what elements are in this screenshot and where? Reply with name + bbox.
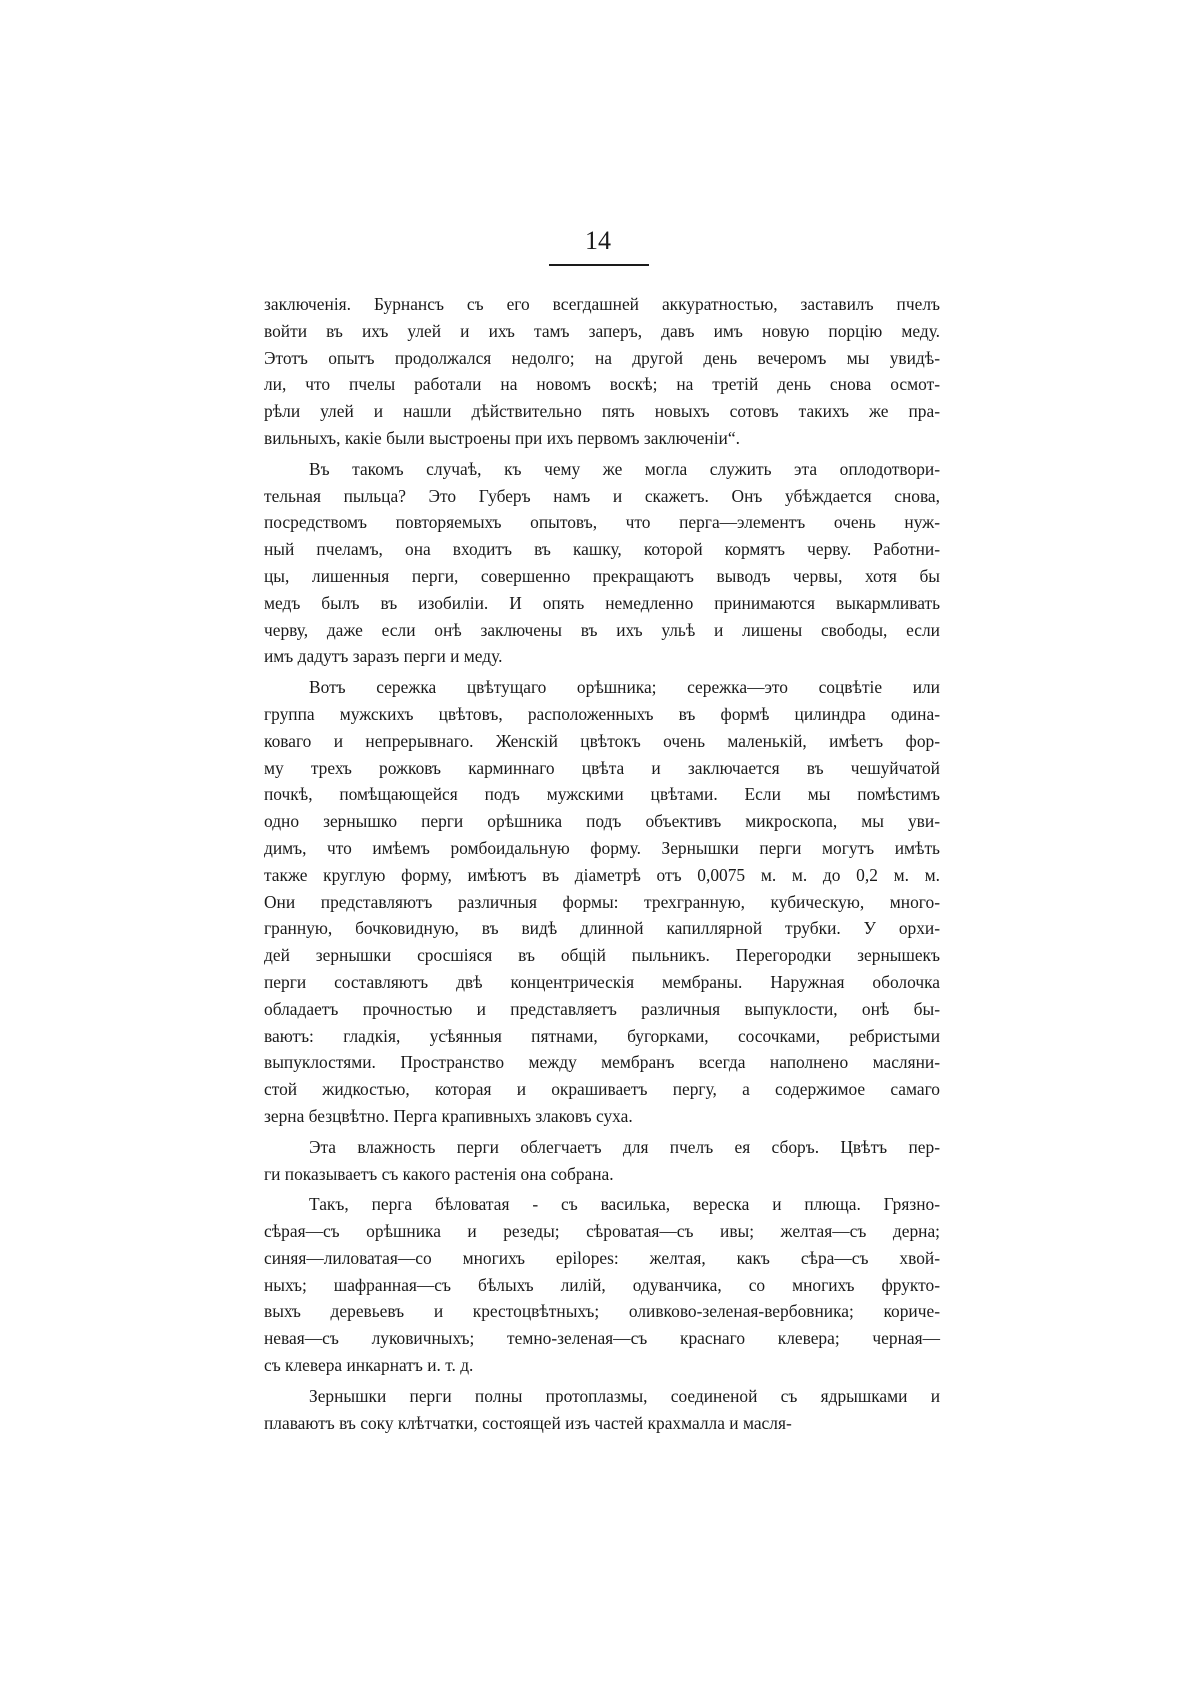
text-line: медъ былъ въ изобиліи. И опять немедленно принимаются выкармливать <box>264 592 940 613</box>
text-line: невая—съ луковичныхъ; темно-зеленая—съ краснаго клевера; черная— <box>264 1328 940 1349</box>
text-line: тельная пыльца? Это Губеръ намъ и скажетъ. Онъ убѣждается снова, <box>264 485 940 506</box>
text-line: синяя—лиловатая—со многихъ epilopes: желтая, какъ сѣра—съ хвой- <box>264 1247 940 1268</box>
text-line: обладаетъ прочностью и представляетъ различныя выпуклости, онѣ бы- <box>264 998 940 1019</box>
paragraph <box>264 456 940 670</box>
text-line: Эта влажность перги облегчаетъ для пчелъ ея сборъ. Цвѣтъ пер- <box>309 1136 940 1157</box>
text-line: перги составляютъ двѣ концентрическія мембраны. Наружная оболочка <box>264 971 940 992</box>
text-line: группа мужскихъ цвѣтовъ, расположенныхъ въ формѣ цилиндра одина- <box>264 703 940 724</box>
page-number: 14 <box>585 226 611 255</box>
text-line: выхъ деревьевъ и крестоцвѣтныхъ; оливково-зеленая-вербовника; кориче- <box>264 1301 940 1322</box>
text-line: заключенія. Бурнансъ съ его всегдашней аккуратностью, заставилъ пчелъ <box>264 294 940 314</box>
text-line: димъ, что имѣемъ ромбоидальную форму. Зернышки перги могутъ имѣть <box>264 837 940 858</box>
text-line: гранную, бочковидную, въ видѣ длинной капиллярной трубки. У орхи- <box>264 918 940 939</box>
text-line: посредствомъ повторяемыхъ опытовъ, что перга—элементъ очень нуж- <box>264 512 940 533</box>
page-number-rule <box>549 264 649 266</box>
text-line: му трехъ рожковъ карминнаго цвѣта и заключается въ чешуйчатой <box>264 757 940 778</box>
text-line: дей зернышки сросшіяся въ общій пыльникъ. Перегородки зернышекъ <box>264 945 940 966</box>
text-line: черву, даже если онѣ заключены въ ихъ ульѣ и лишены свободы, если <box>264 619 940 640</box>
text-line: одно зернышко перги орѣшника подъ объективъ микроскопа, мы уви- <box>264 811 940 832</box>
paragraph <box>264 291 940 452</box>
body-text <box>264 291 940 1440</box>
text-line: плаваютъ въ соку клѣтчатки, состоящей изъ частей крахмалла и масля- <box>264 1412 792 1433</box>
text-line: Зернышки перги полны протоплазмы, соединеной съ ядрышками и <box>309 1385 940 1406</box>
text-line: вильныхъ, какіе были выстроены при ихъ первомъ заключеніи“. <box>264 427 740 448</box>
text-line: зерна безцвѣтно. Перга крапивныхъ злаковъ суха. <box>264 1105 633 1126</box>
text-line: войти въ ихъ улей и ихъ тамъ заперъ, давъ имъ новую порцію меду. <box>264 320 940 341</box>
text-line: имъ дадутъ заразъ перги и меду. <box>264 646 503 667</box>
text-line: почкѣ, помѣщающейся подъ мужскими цвѣтами. Если мы помѣстимъ <box>264 784 940 805</box>
text-line: съ клевера инкарнатъ и. т. д. <box>264 1355 474 1376</box>
paragraph <box>264 1191 940 1379</box>
text-line: цы, лишенныя перги, совершенно прекращаютъ выводъ червы, хотя бы <box>264 565 940 586</box>
text-line: Въ такомъ случаѣ, къ чему же могла служить эта оплодотвори- <box>309 458 940 479</box>
text-line: коваго и непрерывнаго. Женскій цвѣтокъ очень маленькій, имѣетъ фор- <box>264 730 940 751</box>
text-line: Такъ, перга бѣловатая - съ василька, вереска и плюща. Грязно- <box>309 1194 940 1215</box>
text-line: ныхъ; шафранная—съ бѣлыхъ лилій, одуванчика, со многихъ фрукто- <box>264 1274 940 1295</box>
text-line: Они представляютъ различныя формы: трехгранную, кубическую, много- <box>264 891 940 912</box>
text-line: выпуклостями. Пространство между мембранъ всегда наполнено масляни- <box>264 1052 940 1073</box>
text-line: сѣрая—съ орѣшника и резеды; сѣроватая—съ ивы; желтая—съ дерна; <box>264 1221 940 1242</box>
text-line: рѣли улей и нашли дѣйствительно пять новыхъ сотовъ такихъ же пра- <box>264 401 940 422</box>
paragraph <box>264 1134 940 1188</box>
text-line: также круглую форму, имѣютъ въ діаметрѣ отъ 0,0075 м. м. до 0,2 м. м. <box>264 864 940 885</box>
paragraph <box>264 1383 940 1437</box>
text-line: стой жидкостью, которая и окрашиваетъ пергу, а содержимое самаго <box>264 1079 940 1100</box>
text-line: ли, что пчелы работали на новомъ воскѣ; на третій день снова осмот- <box>264 374 940 395</box>
paragraph <box>264 674 940 1130</box>
text-line: ный пчеламъ, она входитъ въ кашку, которой кормятъ черву. Работни- <box>264 539 940 560</box>
text-line: Вотъ сережка цвѣтущаго орѣшника; сережка—это соцвѣтіе или <box>309 677 940 698</box>
text-line: Этотъ опытъ продолжался недолго; на другой день вечеромъ мы увидѣ- <box>264 347 940 368</box>
text-line: ваютъ: гладкія, усѣянныя пятнами, бугорками, сосочками, ребристыми <box>264 1025 940 1046</box>
text-line: ги показываетъ съ какого растенія она собрана. <box>264 1163 614 1184</box>
